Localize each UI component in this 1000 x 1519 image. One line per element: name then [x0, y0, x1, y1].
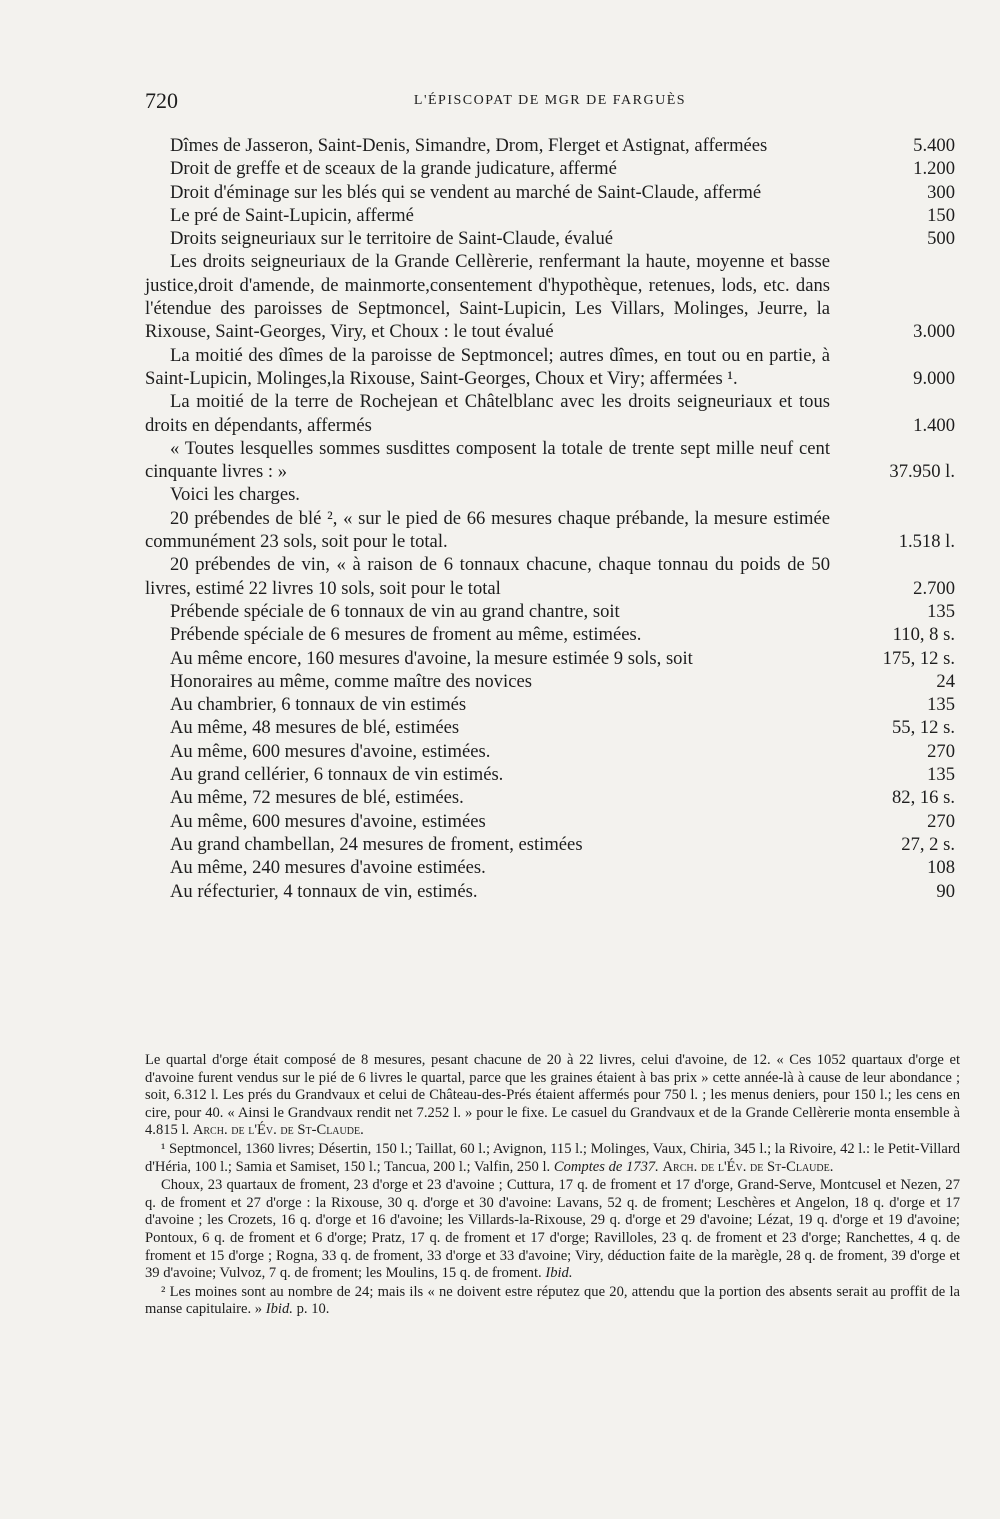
entry-description: 20 prébendes de blé ², « sur le pied de 66 mesures chaque prébande, la mesure estimée communément 23 sols, soit pour le total.: [145, 507, 830, 553]
entry-amount: 9.000: [913, 367, 955, 389]
account-entry: [145, 693, 955, 716]
account-entry: [145, 600, 955, 623]
account-entry: [145, 390, 955, 437]
entry-amount: 90: [936, 880, 955, 902]
entry-description: Au chambrier, 6 tonnaux de vin estimés: [170, 694, 467, 716]
account-entry: [145, 157, 955, 180]
entry-amount: 135: [927, 694, 955, 716]
account-entry: [145, 647, 955, 670]
entry-description: Au même encore, 160 mesures d'avoine, la mesure estimée 9 sols, soit: [170, 647, 693, 669]
entry-amount: 24: [936, 670, 955, 692]
entry-description: Au même, 48 mesures de blé, estimées: [170, 717, 460, 739]
entry-description: Les droits seigneuriaux de la Grande Cellèrerie, renfermant la haute, moyenne et basse justice,droit d'amende, de mainmorte,consentement d'hypothèque, retenues, lods, etc. dans l'étendue des paroisses de Septmoncel, Saint-Lupicin, Les Villars, Molinges, Jeurre, la Rixouse, Saint-Georges, Viry, et Choux : le tout évalué: [145, 251, 830, 343]
entry-amount: 3.000: [913, 321, 955, 343]
entry-amount: 1.400: [913, 414, 955, 436]
account-entry: [145, 507, 955, 554]
account-entry: [145, 553, 955, 600]
entry-description: Honoraires au même, comme maître des novices: [170, 670, 532, 692]
entry-amount: 37.950 l.: [889, 461, 955, 483]
entry-description: Au réfecturier, 4 tonnaux de vin, estimés.: [170, 880, 478, 902]
page-header: [145, 88, 955, 122]
account-entry: [145, 786, 955, 809]
account-entry: [145, 833, 955, 856]
entry-description: « Toutes lesquelles sommes susdittes composent la totale de trente sept mille neuf cent cinquante livres : »: [145, 437, 830, 483]
account-entry: [145, 134, 955, 157]
account-entry: [145, 227, 955, 250]
entry-description: La moitié des dîmes de la paroisse de Septmoncel; autres dîmes, en tout ou en partie, à Saint-Lupicin, Molinges,la Rixouse, Saint-Georges, Choux et Viry; affermées ¹.: [145, 344, 830, 389]
entry-description: Le pré de Saint-Lupicin, affermé: [170, 204, 414, 226]
entry-description: Prébende spéciale de 6 tonnaux de vin au grand chantre, soit: [170, 600, 620, 622]
footnotes: [145, 1052, 960, 1320]
entry-description: 20 prébendes de vin, « à raison de 6 tonnaux chacune, chaque tonnau du poids de 50 livres, estimé 22 livres 10 sols, soit pour le total: [145, 554, 830, 599]
entry-amount: 1.518 l.: [898, 531, 955, 553]
entry-description: Prébende spéciale de 6 mesures de froment au même, estimées.: [170, 624, 642, 646]
entry-amount: 150: [927, 204, 955, 226]
accounts-list: [145, 134, 955, 903]
entry-description: La moitié de la terre de Rochejean et Châtelblanc avec les droits seigneuriaux et tous droits en dépendants, affermés: [145, 391, 830, 436]
entry-description: Voici les charges.: [170, 484, 300, 506]
footnote-continued: Le quartal d'orge était composé de 8 mesures, pesant chacune de 20 à 22 livres, celui d'avoine, de 12. « Ces 1052 quartaux d'orge et d'avoine furent vendus sur le pié de 6 livres le quartal, parce que les graines étaient à bas prix » cette année-là à cause de leur abondance ; soit, 6.312 l. Les prés du Grandvaux et celui de Château-des-Prés étaient affermés pour 750 l. ; les menus deniers, pour 150 l.; les cens en cire, pour 40. « Ainsi le Grandvaux rendit net 7.252 l. » pour le fixe. Le casuel du Grandvaux et de la Grande Cellèrerie monta ensemble à 4.815 l. Arch. de l'Év. de St-Claude.: [145, 1052, 960, 1139]
entry-amount: 27, 2 s.: [901, 833, 955, 855]
entry-amount: 300: [927, 181, 955, 203]
entry-amount: 2.700: [913, 577, 955, 599]
account-entry: [145, 763, 955, 786]
entry-description: Droit d'éminage sur les blés qui se vendent au marché de Saint-Claude, affermé: [170, 181, 762, 203]
entry-amount: 55, 12 s.: [891, 717, 955, 739]
entry-amount: 270: [927, 810, 955, 832]
entry-description: Au même, 600 mesures d'avoine, estimées.: [170, 740, 491, 762]
entry-amount: 1.200: [913, 158, 955, 180]
entry-amount: 82, 16 s.: [891, 787, 955, 809]
entry-amount: 110, 8 s.: [892, 624, 955, 646]
footnote-1-continued: Choux, 23 quartaux de froment, 23 d'orge et 23 d'avoine ; Cuttura, 17 q. de froment et 17 d'orge, Grand-Serve, Montcusel et Nezen, 27 q. de froment et 27 d'orge : la Rixouse, 30 q. d'orge et 30 d'avoine: Lavans, 52 q. de froment; Leschères et Angelon, 18 q. d'orge et 17 d'avoine ; les Crozets, 16 q. d'orge et 16 d'avoine; les Villards-la-Rixouse, 29 q. d'orge et 29 d'avoine; Lézat, 19 q. d'orge et 19 d'avoine; Pontoux, 6 q. de froment et 6 d'orge; Pratz, 17 q. de froment et 17 d'orge; Ravilloles, 23 q. de froment et 23 d'orge; Ranchettes, 4 q. de froment et 15 d'orge ; Rogna, 33 q. de froment, 33 d'orge et 33 d'avoine; Viry, déduction faite de la marègle, 28 q. de froment, 39 d'orge et 39 d'avoine; Vulvoz, 7 q. de froment; les Moulins, 15 q. de froment. Ibid.: [145, 1177, 960, 1282]
entry-amount: 135: [927, 764, 955, 786]
entry-description: Droits seigneuriaux sur le territoire de Saint-Claude, évalué: [170, 228, 614, 250]
entry-amount: 500: [927, 228, 955, 250]
entry-description: Au grand cellérier, 6 tonnaux de vin estimés.: [170, 764, 504, 786]
entry-description: Au même, 72 mesures de blé, estimées.: [170, 787, 464, 809]
account-entry: [145, 623, 955, 646]
entry-amount: 270: [927, 740, 955, 762]
entry-description: Au grand chambellan, 24 mesures de froment, estimées: [170, 833, 583, 855]
page-number: 720: [145, 88, 178, 113]
account-entry: [145, 250, 955, 343]
account-entry: [145, 344, 955, 391]
footnote-1: ¹ Septmoncel, 1360 livres; Désertin, 150 l.; Taillat, 60 l.; Avignon, 115 l.; Molinges, Vaux, Chiria, 345 l.; la Rivoire, 42 l.: le Petit-Villard d'Héria, 100 l.; Samia et Samiset, 150 l.; Tancua, 200 l.; Valfin, 250 l. Comptes de 1737. Arch. de l'Év. de St-Claude.: [145, 1140, 960, 1175]
account-entry: [145, 181, 955, 204]
entry-amount: 108: [927, 857, 955, 879]
footnote-2: ² Les moines sont au nombre de 24; mais ils « ne doivent estre réputez que 20, attendu que la portion des absents serait au proffit de la manse capitulaire. » Ibid. p. 10.: [145, 1283, 960, 1318]
account-entry: [145, 740, 955, 763]
account-entry: [145, 483, 955, 506]
entry-description: Au même, 240 mesures d'avoine estimées.: [170, 857, 486, 879]
entry-description: Au même, 600 mesures d'avoine, estimées: [170, 810, 486, 832]
account-entry: [145, 880, 955, 903]
entry-amount: 135: [927, 600, 955, 622]
running-title: L'ÉPISCOPAT DE MGR DE FARGUÈS: [413, 93, 687, 108]
account-entry: [145, 437, 955, 484]
account-entry: [145, 856, 955, 879]
account-entry: [145, 716, 955, 739]
entry-amount: 5.400: [913, 135, 955, 156]
account-entry: [145, 810, 955, 833]
account-entry: [145, 204, 955, 227]
entry-amount: 175, 12 s.: [882, 647, 955, 669]
account-entry: [145, 670, 955, 693]
entry-description: Droit de greffe et de sceaux de la grande judicature, affermé: [170, 158, 617, 180]
entry-description: Dîmes de Jasseron, Saint-Denis, Simandre, Drom, Flerget et Astignat, affermées: [170, 135, 768, 156]
